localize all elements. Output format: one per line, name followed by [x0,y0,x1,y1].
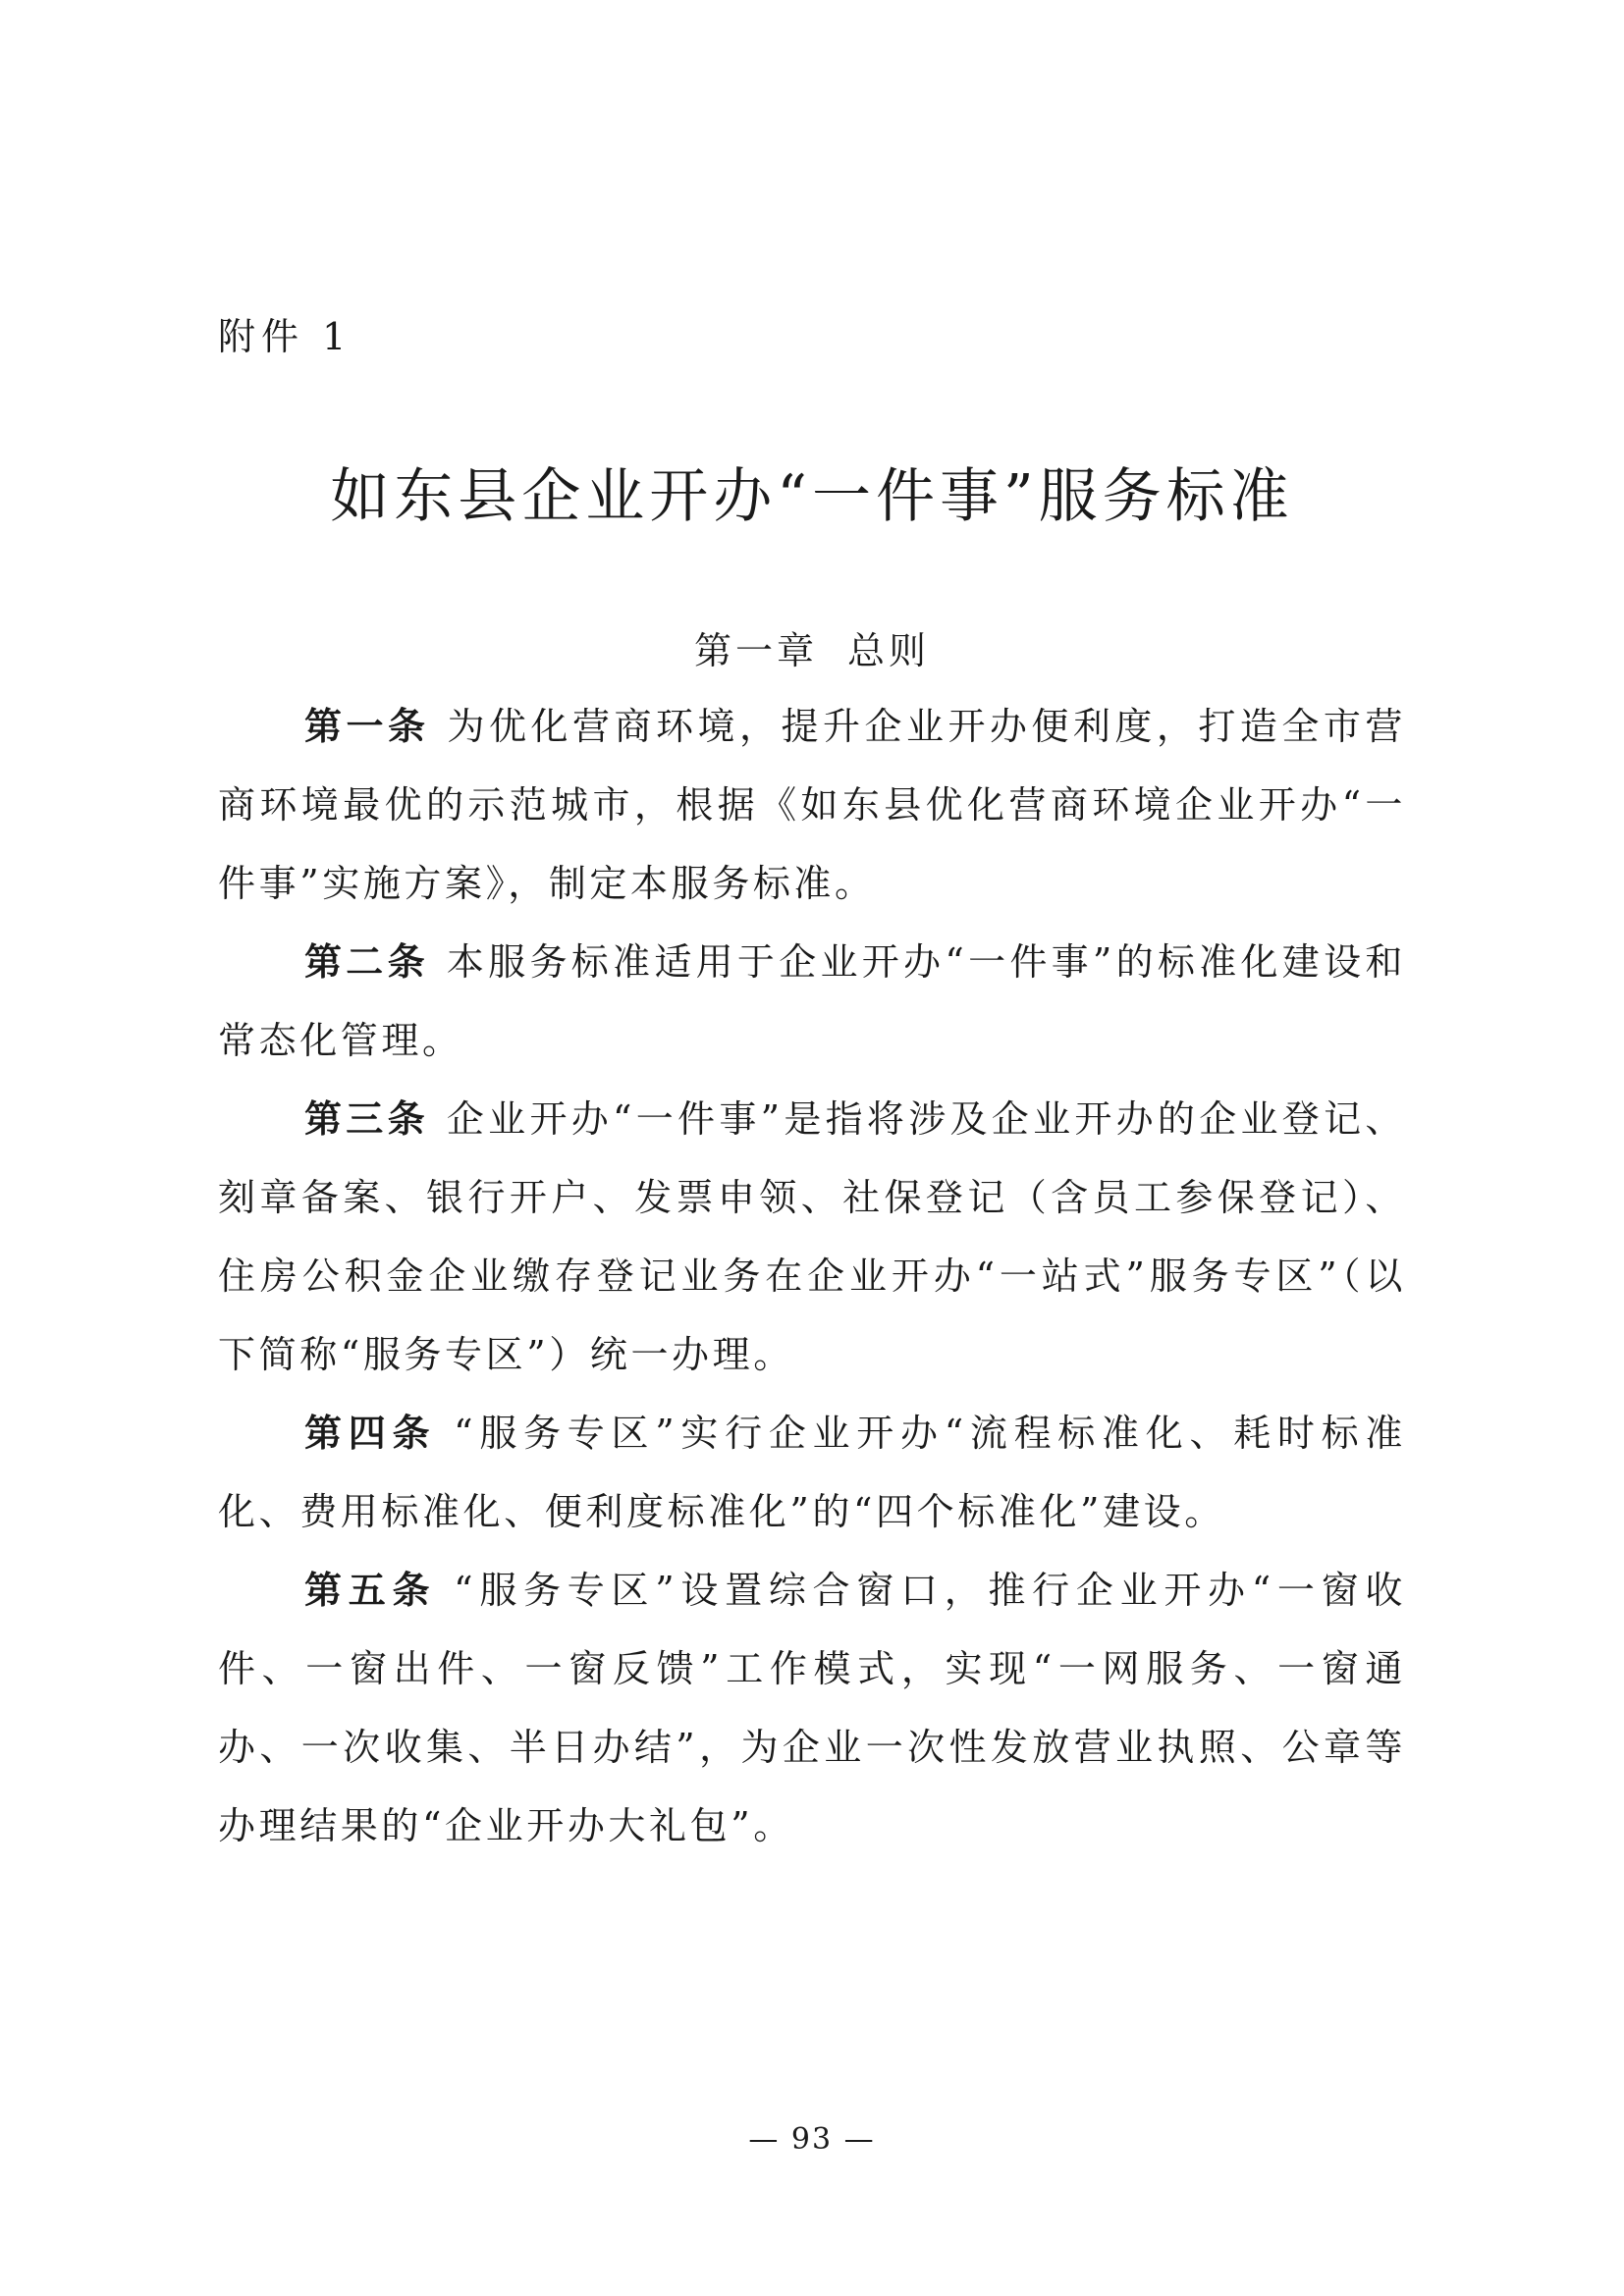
article-paragraph [218,687,1406,923]
article-label: 第五条 [304,1569,437,1612]
article-text: “服务专区”设置综合窗口，推行企业开办“一窗收件、一窗出件、一窗反馈”工作模式，实现“一网服务、一窗通办、一次收集、半日办结”，为企业一次性发放营业执照、公章等办理结果的“企业开办大礼包”。 [218,1569,1406,1847]
article-label: 第一条 [304,705,430,748]
chapter-name: 总则 [847,629,931,672]
attachment-label: 附件 1 [218,315,352,358]
article-text: 企业开办“一件事”是指将涉及企业开办的企业登记、刻章备案、银行开户、发票申领、社保登记（含员工参保登记）、住房公积金企业缴存登记业务在企业开办“一站式”服务专区”（以下简称“服务专区”）统一办理。 [218,1097,1406,1376]
chapter-number: 第一章 [693,629,818,672]
article-label: 第二条 [304,940,429,984]
article-label: 第四条 [304,1412,437,1455]
article-text: “服务专区”实行企业开办“流程标准化、耗时标准化、费用标准化、便利度标准化”的“四个标准化”建设。 [218,1412,1406,1533]
page-number: — 93 — [748,2122,876,2157]
article-paragraph [218,1551,1406,1865]
article-paragraph [218,923,1406,1080]
article-text: 为优化营商环境，提升企业开办便利度，打造全市营商环境最优的示范城市，根据《如东县优化营商环境企业开办“一件事”实施方案》，制定本服务标准。 [218,705,1406,905]
article-paragraph [218,1080,1406,1394]
document-title: 如东县企业开办“一件事”服务标准 [330,462,1294,531]
article-text: 本服务标准适用于企业开办“一件事”的标准化建设和常态化管理。 [218,940,1406,1062]
article-label: 第三条 [304,1097,429,1141]
document-body [218,687,1406,1865]
article-paragraph [218,1394,1406,1551]
chapter-heading [0,620,1624,674]
